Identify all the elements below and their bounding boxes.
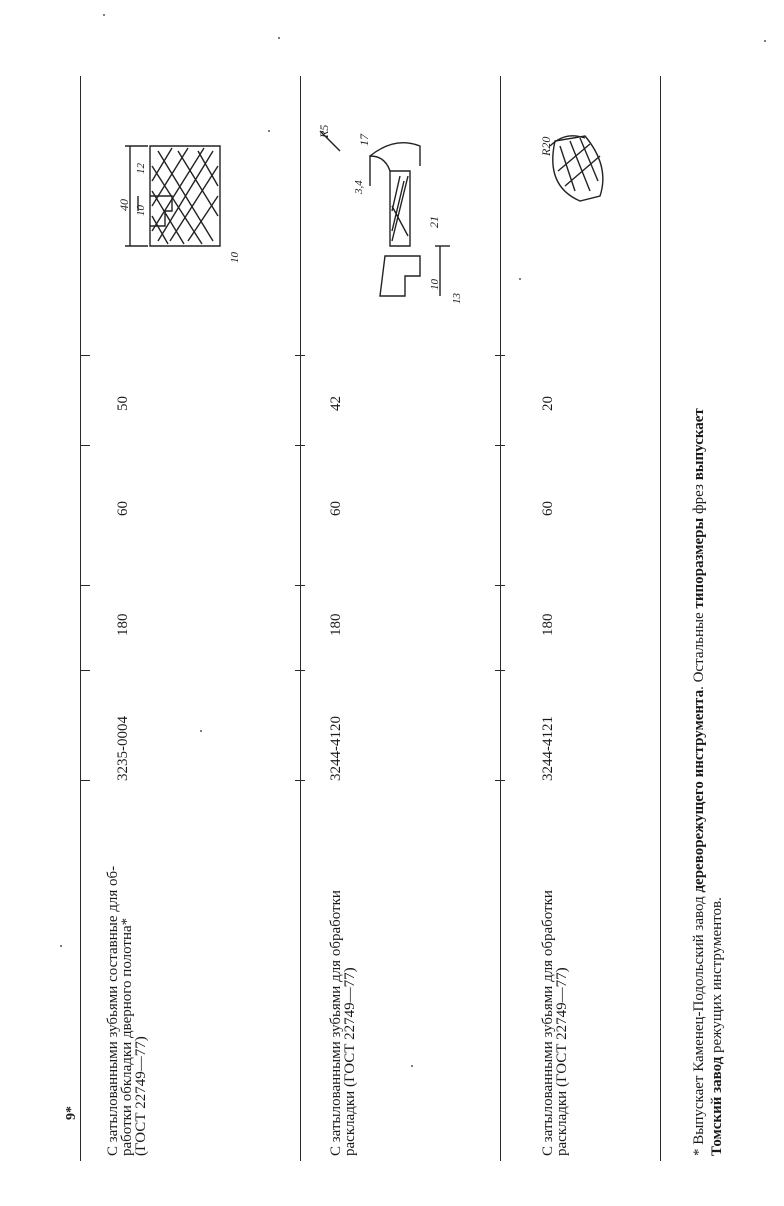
col-sep bbox=[80, 355, 90, 356]
table-rule-row2 bbox=[500, 76, 501, 1161]
table-rule-top bbox=[80, 76, 81, 1161]
profile-drawing-3 bbox=[530, 116, 630, 216]
table-rule-bottom bbox=[660, 76, 661, 1161]
col-sep bbox=[295, 585, 305, 586]
col-sep bbox=[495, 780, 505, 781]
table-row-1-teeth: 50 bbox=[115, 396, 131, 411]
dim-label: 12 bbox=[135, 163, 147, 174]
dim-label: 17 bbox=[357, 134, 371, 146]
col-sep bbox=[495, 445, 505, 446]
col-sep bbox=[295, 445, 305, 446]
col-sep bbox=[80, 585, 90, 586]
table-row-1-diameter: 180 bbox=[115, 613, 131, 636]
footnote bbox=[690, 76, 726, 1156]
scan-speck bbox=[60, 945, 62, 947]
table-row-1-description: С затылованными зубьями составные для об- работки обкладки дверного полотна* (ГОСТ 22749—77) bbox=[105, 865, 149, 1156]
dim-label: 21 bbox=[427, 216, 441, 228]
footnote-line-1: * Выпускает Каменец-Подольский завод дереворежущего инструмента. Остальные типоразмеры фрез выпускает bbox=[691, 408, 707, 1156]
profile-drawing-1 bbox=[110, 126, 250, 266]
scan-speck bbox=[764, 40, 766, 42]
table-row-1-width: 60 bbox=[115, 501, 131, 516]
col-sep bbox=[495, 355, 505, 356]
col-sep bbox=[295, 780, 305, 781]
table-row-1-code: 3235-0004 bbox=[115, 716, 131, 781]
table-row-2-diameter: 180 bbox=[328, 613, 344, 636]
col-sep bbox=[495, 670, 505, 671]
table-row-3-code: 3244-4121 bbox=[540, 716, 556, 781]
dim-label: R5 bbox=[317, 124, 331, 138]
table-row-2-teeth: 42 bbox=[328, 396, 344, 411]
scan-speck bbox=[278, 37, 280, 39]
scan-speck bbox=[103, 14, 105, 16]
dim-label: R20 bbox=[539, 136, 553, 156]
col-sep bbox=[80, 780, 90, 781]
col-sep bbox=[295, 355, 305, 356]
page-number: 9* bbox=[64, 1106, 79, 1120]
dim-label: 3,4 bbox=[353, 180, 365, 194]
col-sep bbox=[495, 585, 505, 586]
scan-speck bbox=[411, 1065, 413, 1067]
table-row-3-width: 60 bbox=[540, 501, 556, 516]
table-row-3-description: С затылованными зубьями для обработки раскладки (ГОСТ 22749—77) bbox=[540, 890, 570, 1156]
table-rule-row1 bbox=[300, 76, 301, 1161]
footnote-line-2: Томский завод режущих инструментов. bbox=[709, 897, 725, 1156]
table-row-2-width: 60 bbox=[328, 501, 344, 516]
scan-speck bbox=[268, 130, 270, 132]
col-sep bbox=[80, 445, 90, 446]
table-row-2-code: 3244-4120 bbox=[328, 716, 344, 781]
scan-speck bbox=[519, 278, 521, 280]
profile-drawing-2 bbox=[310, 96, 470, 306]
table-row-3-diameter: 180 bbox=[540, 613, 556, 636]
dim-label: 10 bbox=[429, 279, 441, 290]
table-row-3-teeth: 20 bbox=[540, 396, 556, 411]
scan-speck bbox=[200, 730, 202, 732]
dim-label: 10 bbox=[229, 252, 241, 263]
col-sep bbox=[295, 670, 305, 671]
dim-label: 40 bbox=[117, 199, 131, 211]
dim-label: 10 bbox=[135, 205, 147, 216]
col-sep bbox=[80, 670, 90, 671]
table-row-2-description: С затылованными зубьями для обработки раскладки (ГОСТ 22749—77) bbox=[328, 890, 358, 1156]
dim-label: 13 bbox=[451, 293, 463, 304]
